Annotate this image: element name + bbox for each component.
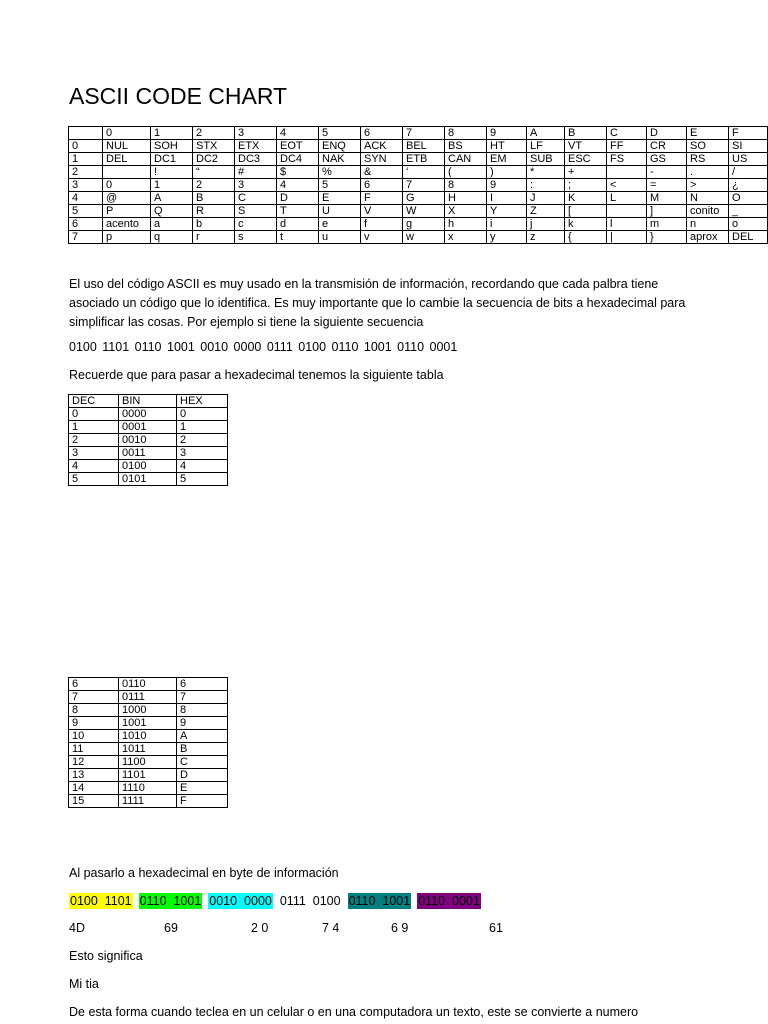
ascii-cell: 6: [361, 179, 403, 192]
conversion-cell: 3: [177, 447, 228, 460]
ascii-table-row: [69, 218, 768, 231]
ascii-cell: 9: [487, 179, 527, 192]
hex-value: 7 4: [322, 921, 340, 935]
ascii-cell: Z: [527, 205, 565, 218]
conversion-table-row: [69, 730, 228, 743]
ascii-header-cell: 8: [445, 127, 487, 140]
ascii-cell: r: [193, 231, 235, 244]
ascii-cell: m: [647, 218, 687, 231]
conversion-cell: 1: [69, 421, 119, 434]
ascii-cell: HT: [487, 140, 527, 153]
ascii-cell: SUB: [527, 153, 565, 166]
ascii-table-row: [69, 153, 768, 166]
conversion-cell: 0011: [119, 447, 177, 460]
ascii-cell: R: [193, 205, 235, 218]
conversion-cell: 1101: [119, 769, 177, 782]
conversion-cell: 8: [69, 704, 119, 717]
conversion-table-row: [69, 743, 228, 756]
ascii-cell: SI: [729, 140, 768, 153]
ascii-cell: DC4: [277, 153, 319, 166]
ascii-cell: t: [277, 231, 319, 244]
ascii-cell: ENQ: [319, 140, 361, 153]
ascii-cell: |: [607, 231, 647, 244]
conversion-table-row: [69, 769, 228, 782]
ascii-cell: DC1: [151, 153, 193, 166]
conversion-cell: 0: [177, 408, 228, 421]
ascii-cell: LF: [527, 140, 565, 153]
conversion-cell: E: [177, 782, 228, 795]
hex-values-row: [69, 919, 709, 938]
conversion-cell: 0110: [119, 678, 177, 691]
ascii-cell: d: [277, 218, 319, 231]
highlighted-byte: 0110 1001: [139, 894, 202, 908]
ascii-header-cell: 7: [403, 127, 445, 140]
ascii-cell: conito: [687, 205, 729, 218]
ascii-cell: P: [103, 205, 151, 218]
ascii-cell: @: [103, 192, 151, 205]
conversion-cell: F: [177, 795, 228, 808]
highlighted-byte: 0010 0000: [209, 894, 272, 908]
conversion-cell: 1110: [119, 782, 177, 795]
conversion-cell: 1001: [119, 717, 177, 730]
ascii-cell: *: [527, 166, 565, 179]
ascii-header-row: [69, 127, 768, 140]
conversion-cell: A: [177, 730, 228, 743]
ascii-cell: 6: [69, 218, 103, 231]
ascii-cell: STX: [193, 140, 235, 153]
ascii-cell: EM: [487, 153, 527, 166]
ascii-cell: ESC: [565, 153, 607, 166]
ascii-cell: z: [527, 231, 565, 244]
hex-value: 69: [164, 921, 178, 935]
ascii-table-row: [69, 166, 768, 179]
conversion-cell: 5: [177, 473, 228, 486]
conversion-cell: 1: [177, 421, 228, 434]
ascii-cell: 2: [69, 166, 103, 179]
conversion-cell: 4: [177, 460, 228, 473]
ascii-cell: j: [527, 218, 565, 231]
conversion-cell: 7: [177, 691, 228, 704]
ascii-cell: CAN: [445, 153, 487, 166]
ascii-cell: q: [151, 231, 193, 244]
ascii-cell: 7: [69, 231, 103, 244]
ascii-cell: <: [607, 179, 647, 192]
ascii-cell: a: [151, 218, 193, 231]
conversion-header-cell: BIN: [119, 395, 177, 408]
ascii-cell: +: [565, 166, 607, 179]
ascii-cell: 4: [69, 192, 103, 205]
conversion-cell: 0000: [119, 408, 177, 421]
highlighted-byte: 0110 1001: [348, 894, 411, 908]
conversion-table-row: [69, 447, 228, 460]
hex-value: 6 9: [391, 921, 409, 935]
conversion-cell: 5: [69, 473, 119, 486]
ascii-cell: g: [403, 218, 445, 231]
conversion-cell: 15: [69, 795, 119, 808]
ascii-cell: B: [193, 192, 235, 205]
ascii-cell: GS: [647, 153, 687, 166]
conversion-cell: 0101: [119, 473, 177, 486]
ascii-cell: ‘: [403, 166, 445, 179]
conversion-cell: 6: [177, 678, 228, 691]
ascii-cell: CR: [647, 140, 687, 153]
ascii-cell: w: [403, 231, 445, 244]
ascii-cell: ¿: [729, 179, 768, 192]
ascii-cell: y: [487, 231, 527, 244]
conversion-cell: 12: [69, 756, 119, 769]
ascii-cell: S: [235, 205, 277, 218]
conversion-cell: 9: [69, 717, 119, 730]
ascii-cell: SOH: [151, 140, 193, 153]
ascii-cell: J: [527, 192, 565, 205]
ascii-cell: ]: [647, 205, 687, 218]
ascii-cell: .: [687, 166, 729, 179]
ascii-cell: DEL: [103, 153, 151, 166]
ascii-cell: 3: [235, 179, 277, 192]
ascii-cell: p: [103, 231, 151, 244]
ascii-cell: U: [319, 205, 361, 218]
conversion-header-cell: DEC: [69, 395, 119, 408]
intro-paragraph: El uso del código ASCII es muy usado en la transmisión de información, recordando que cada palbra tiene asociado un código que lo identifica. Es muy importante que lo cambie la secuencia de bits a hexadecimal para simplificar las cosas. Por ejemplo si tiene la siguiente secuencia: [69, 277, 686, 329]
ascii-cell: [607, 205, 647, 218]
ascii-cell: I: [487, 192, 527, 205]
ascii-cell: s: [235, 231, 277, 244]
conversion-table-row: [69, 408, 228, 421]
ascii-header-cell: B: [565, 127, 607, 140]
ascii-cell: F: [361, 192, 403, 205]
ascii-cell: /: [729, 166, 768, 179]
conversion-cell: 2: [69, 434, 119, 447]
conversion-cell: 1010: [119, 730, 177, 743]
ascii-header-cell: 2: [193, 127, 235, 140]
ascii-cell: h: [445, 218, 487, 231]
ascii-cell: v: [361, 231, 403, 244]
conversion-header-row: [69, 395, 228, 408]
ascii-cell: O: [729, 192, 768, 205]
hex-value: 4D: [69, 921, 85, 935]
highlighted-byte: 0111 0100: [279, 894, 341, 908]
ascii-cell: [103, 166, 151, 179]
ascii-cell: 1: [69, 153, 103, 166]
ascii-cell: e: [319, 218, 361, 231]
ascii-cell: Y: [487, 205, 527, 218]
ascii-cell: G: [403, 192, 445, 205]
conversion-table-row: [69, 421, 228, 434]
ascii-cell: RS: [687, 153, 729, 166]
ascii-cell: 0: [69, 140, 103, 153]
conversion-cell: 0100: [119, 460, 177, 473]
ascii-cell: &: [361, 166, 403, 179]
ascii-cell: V: [361, 205, 403, 218]
ascii-cell: [607, 166, 647, 179]
conversion-cell: 1111: [119, 795, 177, 808]
ascii-cell: f: [361, 218, 403, 231]
table-intro-text: Recuerde que para pasar a hexadecimal tenemos la siguiente tabla: [69, 368, 444, 382]
ascii-cell: b: [193, 218, 235, 231]
ascii-header-cell: 1: [151, 127, 193, 140]
conversion-cell: 2: [177, 434, 228, 447]
conversion-table-row: [69, 717, 228, 730]
ascii-cell: D: [277, 192, 319, 205]
ascii-cell: BS: [445, 140, 487, 153]
ascii-cell: SO: [687, 140, 729, 153]
conversion-cell: 1000: [119, 704, 177, 717]
ascii-cell: T: [277, 205, 319, 218]
conversion-cell: 0: [69, 408, 119, 421]
ascii-table-row: [69, 179, 768, 192]
conversion-cell: 11: [69, 743, 119, 756]
ascii-cell: W: [403, 205, 445, 218]
ascii-cell: #: [235, 166, 277, 179]
ascii-cell: :: [527, 179, 565, 192]
meaning-label: Esto significa: [69, 949, 143, 963]
ascii-cell: [: [565, 205, 607, 218]
colored-byte-sequence: [69, 892, 487, 911]
ascii-cell: _: [729, 205, 768, 218]
ascii-cell: acento: [103, 218, 151, 231]
ascii-header-cell: 9: [487, 127, 527, 140]
ascii-cell: M: [647, 192, 687, 205]
ascii-cell: NAK: [319, 153, 361, 166]
ascii-header-cell: C: [607, 127, 647, 140]
conversion-cell: 1011: [119, 743, 177, 756]
document-title: ASCII CODE CHART: [69, 83, 288, 109]
conversion-table-row: [69, 460, 228, 473]
conversion-cell: 1100: [119, 756, 177, 769]
conversion-cell: 7: [69, 691, 119, 704]
ascii-cell: Q: [151, 205, 193, 218]
ascii-cell: DC3: [235, 153, 277, 166]
ascii-cell: BEL: [403, 140, 445, 153]
ascii-cell: EOT: [277, 140, 319, 153]
conversion-cell: 0111: [119, 691, 177, 704]
ascii-cell: =: [647, 179, 687, 192]
conversion-cell: 0001: [119, 421, 177, 434]
ascii-cell: $: [277, 166, 319, 179]
ascii-cell: X: [445, 205, 487, 218]
ascii-table-row: [69, 205, 768, 218]
ascii-cell: 1: [151, 179, 193, 192]
ascii-cell: aprox: [687, 231, 729, 244]
ascii-table-row: [69, 231, 768, 244]
conversion-table-row: [69, 704, 228, 717]
conversion-cell: 13: [69, 769, 119, 782]
ascii-cell: !: [151, 166, 193, 179]
ascii-header-cell: D: [647, 127, 687, 140]
conversion-cell: D: [177, 769, 228, 782]
ascii-cell: ETX: [235, 140, 277, 153]
ascii-header-cell: 0: [103, 127, 151, 140]
conversion-cell: 14: [69, 782, 119, 795]
conversion-table-row: [69, 756, 228, 769]
ascii-cell: “: [193, 166, 235, 179]
ascii-cell: l: [607, 218, 647, 231]
ascii-header-cell: 5: [319, 127, 361, 140]
conversion-table-row: [69, 795, 228, 808]
ascii-cell: DEL: [729, 231, 768, 244]
hex-value: 2 0: [251, 921, 269, 935]
hex-value: 61: [489, 921, 503, 935]
ascii-cell: ACK: [361, 140, 403, 153]
ascii-code-table: [68, 126, 768, 244]
closing-paragraph: De esta forma cuando teclea en un celular o en una computadora un texto, este se convierte a numero: [69, 1005, 639, 1019]
ascii-cell: }: [647, 231, 687, 244]
ascii-header-cell: 4: [277, 127, 319, 140]
ascii-header-cell: [69, 127, 103, 140]
ascii-cell: C: [235, 192, 277, 205]
ascii-cell: o: [729, 218, 768, 231]
ascii-cell: -: [647, 166, 687, 179]
ascii-cell: %: [319, 166, 361, 179]
ascii-cell: DC2: [193, 153, 235, 166]
ascii-cell: N: [687, 192, 729, 205]
ascii-cell: n: [687, 218, 729, 231]
ascii-cell: c: [235, 218, 277, 231]
ascii-cell: 5: [319, 179, 361, 192]
conversion-cell: 10: [69, 730, 119, 743]
conversion-cell: 4: [69, 460, 119, 473]
ascii-cell: L: [607, 192, 647, 205]
ascii-cell: 5: [69, 205, 103, 218]
meaning-value: Mi tia: [69, 977, 99, 991]
ascii-header-cell: E: [687, 127, 729, 140]
ascii-cell: {: [565, 231, 607, 244]
ascii-cell: ETB: [403, 153, 445, 166]
ascii-cell: i: [487, 218, 527, 231]
ascii-cell: A: [151, 192, 193, 205]
ascii-cell: SYN: [361, 153, 403, 166]
conversion-cell: 6: [69, 678, 119, 691]
hex-intro-text: Al pasarlo a hexadecimal en byte de información: [69, 866, 339, 880]
conversion-cell: 0010: [119, 434, 177, 447]
ascii-cell: ;: [565, 179, 607, 192]
ascii-table-row: [69, 192, 768, 205]
ascii-cell: K: [565, 192, 607, 205]
ascii-cell: H: [445, 192, 487, 205]
ascii-cell: FF: [607, 140, 647, 153]
ascii-header-cell: 3: [235, 127, 277, 140]
conversion-cell: 8: [177, 704, 228, 717]
conversion-table-row: [69, 678, 228, 691]
ascii-cell: (: [445, 166, 487, 179]
conversion-table-row: [69, 782, 228, 795]
ascii-cell: 3: [69, 179, 103, 192]
conversion-table-part-1: [68, 394, 228, 486]
ascii-cell: US: [729, 153, 768, 166]
ascii-cell: 4: [277, 179, 319, 192]
ascii-cell: x: [445, 231, 487, 244]
conversion-cell: C: [177, 756, 228, 769]
conversion-table-part-2: [68, 677, 228, 808]
ascii-cell: NUL: [103, 140, 151, 153]
conversion-header-cell: HEX: [177, 395, 228, 408]
ascii-cell: 8: [445, 179, 487, 192]
ascii-cell: ): [487, 166, 527, 179]
ascii-header-cell: A: [527, 127, 565, 140]
conversion-table-row: [69, 691, 228, 704]
conversion-cell: B: [177, 743, 228, 756]
ascii-header-cell: 6: [361, 127, 403, 140]
conversion-table-row: [69, 473, 228, 486]
ascii-cell: k: [565, 218, 607, 231]
ascii-cell: 2: [193, 179, 235, 192]
ascii-cell: u: [319, 231, 361, 244]
ascii-cell: VT: [565, 140, 607, 153]
ascii-cell: >: [687, 179, 729, 192]
ascii-cell: 7: [403, 179, 445, 192]
conversion-cell: 3: [69, 447, 119, 460]
ascii-cell: E: [319, 192, 361, 205]
conversion-cell: 9: [177, 717, 228, 730]
highlighted-byte: 0100 1101: [70, 894, 132, 908]
ascii-cell: FS: [607, 153, 647, 166]
bit-sequence: 0100 1101 0110 1001 0010 0000 0111 0100 0110 1001 0110 0001: [69, 340, 458, 354]
highlighted-byte: 0110 0001: [418, 894, 480, 908]
conversion-table-row: [69, 434, 228, 447]
ascii-header-cell: F: [729, 127, 768, 140]
ascii-table-row: [69, 140, 768, 153]
ascii-cell: 0: [103, 179, 151, 192]
